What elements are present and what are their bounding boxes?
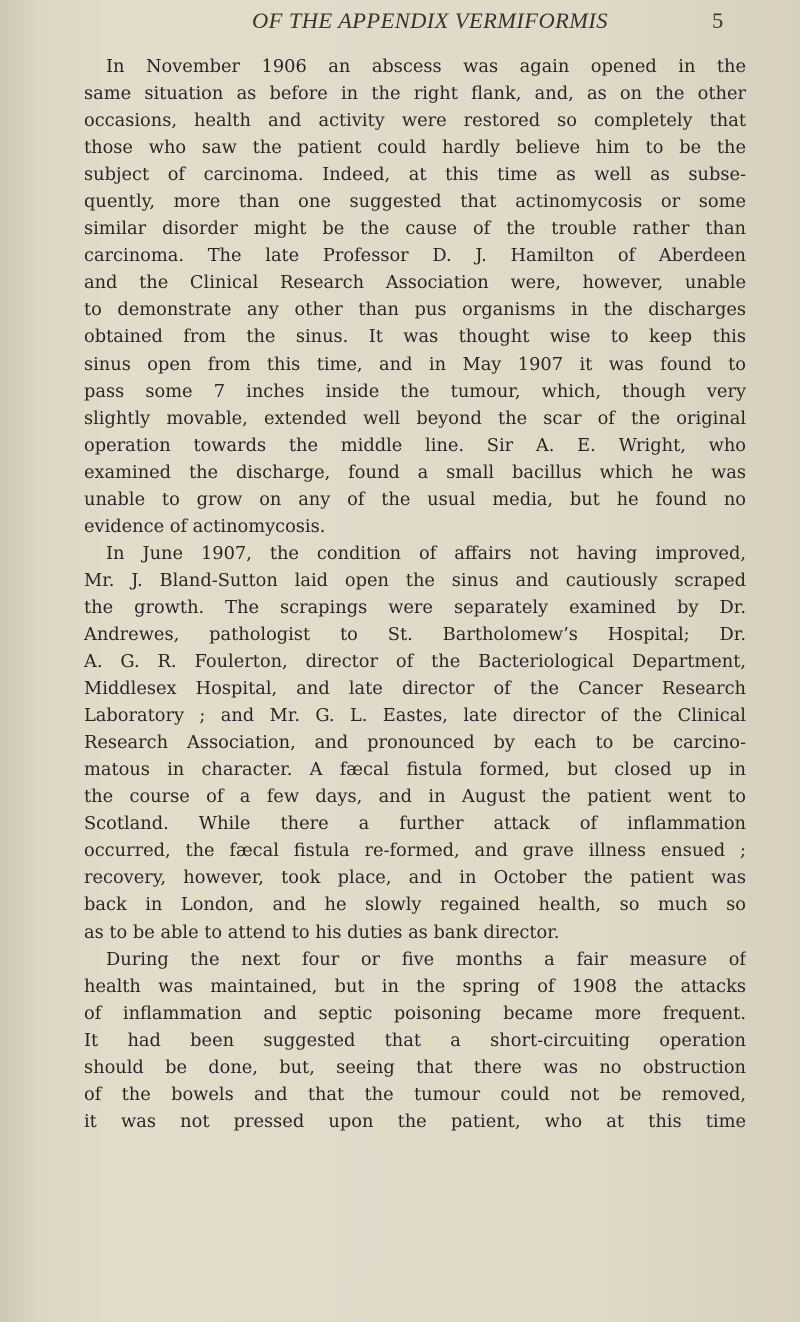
text-line: of the bowels and that the tumour could not be removed, [84,1083,746,1105]
running-title: OF THE APPENDIX VERMIFORMIS [252,8,608,33]
paragraph-3 [62,946,746,1135]
text-line: of inflammation and septic poisoning became more frequent. [84,1002,746,1024]
text-line: During the next four or five months a fair measure of [106,948,746,970]
text-line: Middlesex Hospital, and late director of the Cancer Research [84,678,746,700]
text-line: subject of carcinoma. Indeed, at this time as well as subse- [84,164,746,186]
text-line: pass some 7 inches inside the tumour, which, though very [84,380,746,402]
text-line: It had been suggested that a short-circuiting operation [84,1029,746,1051]
text-line: matous in character. A fæcal fistula formed, but closed up in [84,759,746,781]
body-text [62,53,746,1135]
paragraph-2 [62,540,746,946]
text-line: and the Clinical Research Association were, however, unable [84,272,746,294]
text-line: should be done, but, seeing that there was no obstruction [84,1056,746,1078]
text-line: In June 1907, the condition of affairs not having improved, [106,542,746,564]
text-line: sinus open from this time, and in May 1907 it was found to [84,353,746,375]
text-line: as to be able to attend to his duties as bank director. [84,921,560,943]
text-line: similar disorder might be the cause of the trouble rather than [84,218,746,240]
text-line: Research Association, and pronounced by each to be carcino- [84,732,746,754]
text-line: same situation as before in the right flank, and, as on the other [84,83,746,105]
text-line: In November 1906 an abscess was again opened in the [106,56,746,77]
running-head [0,8,800,38]
text-line: quently, more than one suggested that actinomycosis or some [84,191,746,213]
text-line: Scotland. While there a further attack of inflammation [84,813,746,835]
text-line: A. G. R. Foulerton, director of the Bacteriological Department, [84,651,746,673]
text-line: occurred, the fæcal fistula re-formed, and grave illness ensued ; [84,840,746,862]
text-line: to demonstrate any other than pus organisms in the discharges [84,299,746,321]
paragraph-1 [62,53,746,540]
text-line: operation towards the middle line. Sir A. E. Wright, who [84,434,746,456]
text-line: evidence of actinomycosis. [84,515,326,537]
text-line: recovery, however, took place, and in October the patient was [84,867,746,889]
text-line: Laboratory ; and Mr. G. L. Eastes, late director of the Clinical [84,705,746,727]
page-number: 5 [712,8,724,33]
text-line: Andrewes, pathologist to St. Bartholomew’s Hospital; Dr. [84,623,746,645]
text-line: those who saw the patient could hardly believe him to be the [84,137,746,159]
text-line: back in London, and he slowly regained health, so much so [84,894,746,916]
text-line: unable to grow on any of the usual media, but he found no [84,488,746,510]
text-line: occasions, health and activity were restored so completely that [84,110,746,132]
text-line: carcinoma. The late Professor D. J. Hamilton of Aberdeen [84,245,746,267]
text-line: examined the discharge, found a small bacillus which he was [84,461,746,483]
text-line: the course of a few days, and in August the patient went to [84,786,746,808]
text-line: health was maintained, but in the spring of 1908 the attacks [84,975,746,997]
text-line: Mr. J. Bland-Sutton laid open the sinus and cautiously scraped [84,569,746,591]
text-line: slightly movable, extended well beyond the scar of the original [84,407,746,429]
text-line: obtained from the sinus. It was thought wise to keep this [84,326,746,348]
text-line: the growth. The scrapings were separately examined by Dr. [84,596,746,618]
text-line: it was not pressed upon the patient, who at this time [84,1110,746,1132]
